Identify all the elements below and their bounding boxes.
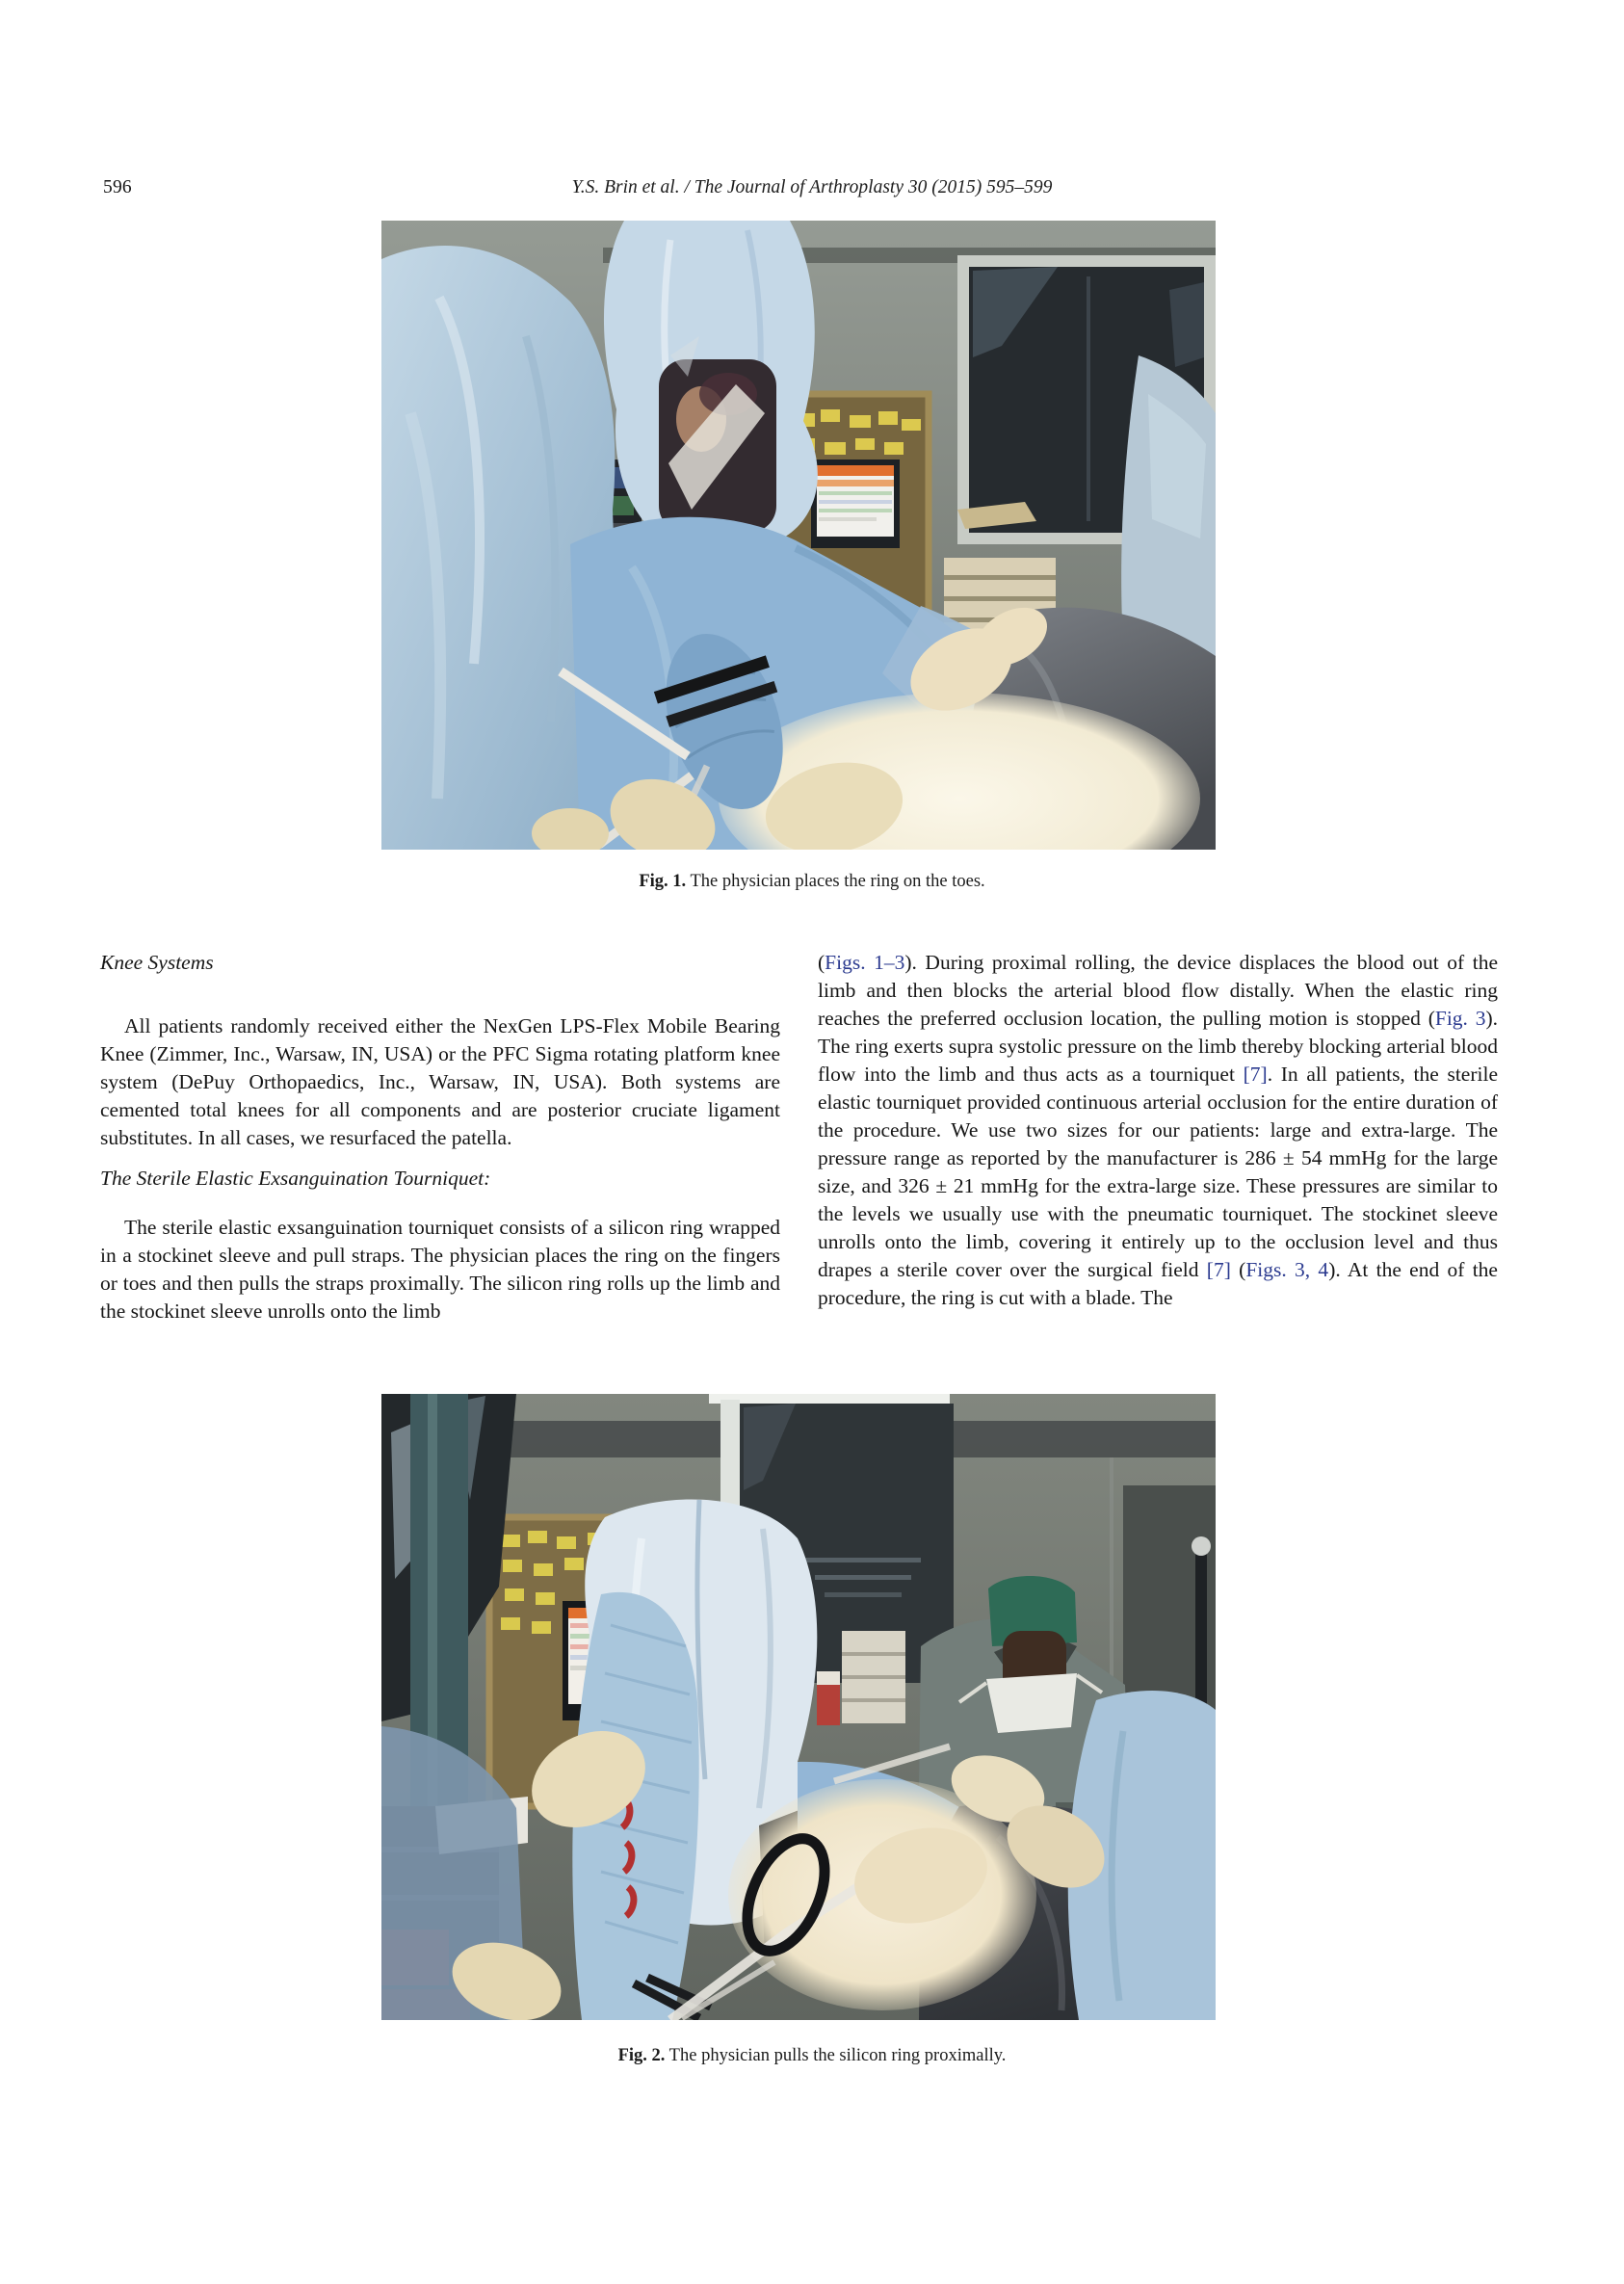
page-number: 596 [103,177,132,197]
citation-link[interactable]: Figs. 3, 4 [1245,1258,1329,1281]
figure-1-art [381,221,1216,850]
text-segment: ). At the end of the procedure, the ring is cut with a blade. The [818,1258,1498,1309]
text-segment: ( [1230,1258,1246,1281]
citation-link[interactable]: Figs. 1–3 [825,951,905,974]
section-heading-tourniquet: The Sterile Elastic Exsanguination Tourniquet: [100,1167,491,1190]
paragraph-knee-systems: All patients randomly received either the NexGen LPS-Flex Mobile Bearing Knee (Zimmer, Inc., Warsaw, IN, USA) or the PFC Sigma rotating platform knee system (DePuy Orthopaedics, Inc., Warsaw, IN, USA). Both systems are cemented total knees for all components and are posterior cruciate ligament substitutes. In all cases, we resurfaced the patella. [100,1014,780,1149]
figure-1-caption-label: Fig. 1. [639,872,687,891]
figure-1-photo [381,221,1216,850]
running-head: Y.S. Brin et al. / The Journal of Arthroplasty 30 (2015) 595–599 [571,177,1053,197]
text-segment: . In all patients, the sterile elastic tourniquet provided continuous arterial occlusion for the entire duration of the procedure. We use two sizes for our patients: large and extra-large. The pressure range as reported by the manufacturer is 286 ± 54 mmHg for the large size, and 326 ± 21 mmHg for the extra-large size. These pressures are similar to the levels we usually use with the pneumatic tourniquet. The stockinet sleeve unrolls onto the limb, covering it entirely up to the occlusion level and thus drapes a sterile cover over the surgical field [818,1063,1498,1281]
section-heading-knee-systems: Knee Systems [100,951,214,974]
right-column [818,949,1498,1312]
citation-link[interactable]: Fig. 3 [1434,1007,1486,1030]
paragraph-tourniquet: The sterile elastic exsanguination tourniquet consists of a silicon ring wrapped in a stockinet sleeve and pull straps. The physician places the ring on the fingers or toes and then pulls the straps proximally. The silicon ring rolls up the limb and the stockinet sleeve unrolls onto the limb [100,1216,780,1323]
text-segment: ( [818,951,825,974]
citation-link[interactable]: [7] [1243,1063,1268,1086]
text-segment: ). The ring exerts supra systolic pressure on the limb thereby blocking arterial blood flow into the limb and thus acts as a tourniquet [818,1007,1498,1086]
figure-2-photo [381,1394,1216,2020]
paragraph-tourniquet-continued [818,949,1498,1312]
figure-1-caption [0,872,1624,892]
figure-2-caption [0,2046,1624,2066]
figure-2-caption-text: The physician pulls the silicon ring proximally. [665,2046,1007,2065]
figure-1-caption-text: The physician places the ring on the toes. [686,872,985,891]
monitor [811,459,900,548]
citation-link[interactable]: [7] [1206,1258,1231,1281]
text-segment: ). During proximal rolling, the device displaces the blood out of the limb and then blocks the arterial blood flow distally. When the elastic ring reaches the preferred occlusion location, the pulling motion is stopped ( [818,951,1498,1030]
figure-2-art [381,1394,1216,2020]
figure-2-caption-label: Fig. 2. [617,2046,666,2065]
white-mask [986,1673,1077,1733]
left-column [100,949,780,1326]
